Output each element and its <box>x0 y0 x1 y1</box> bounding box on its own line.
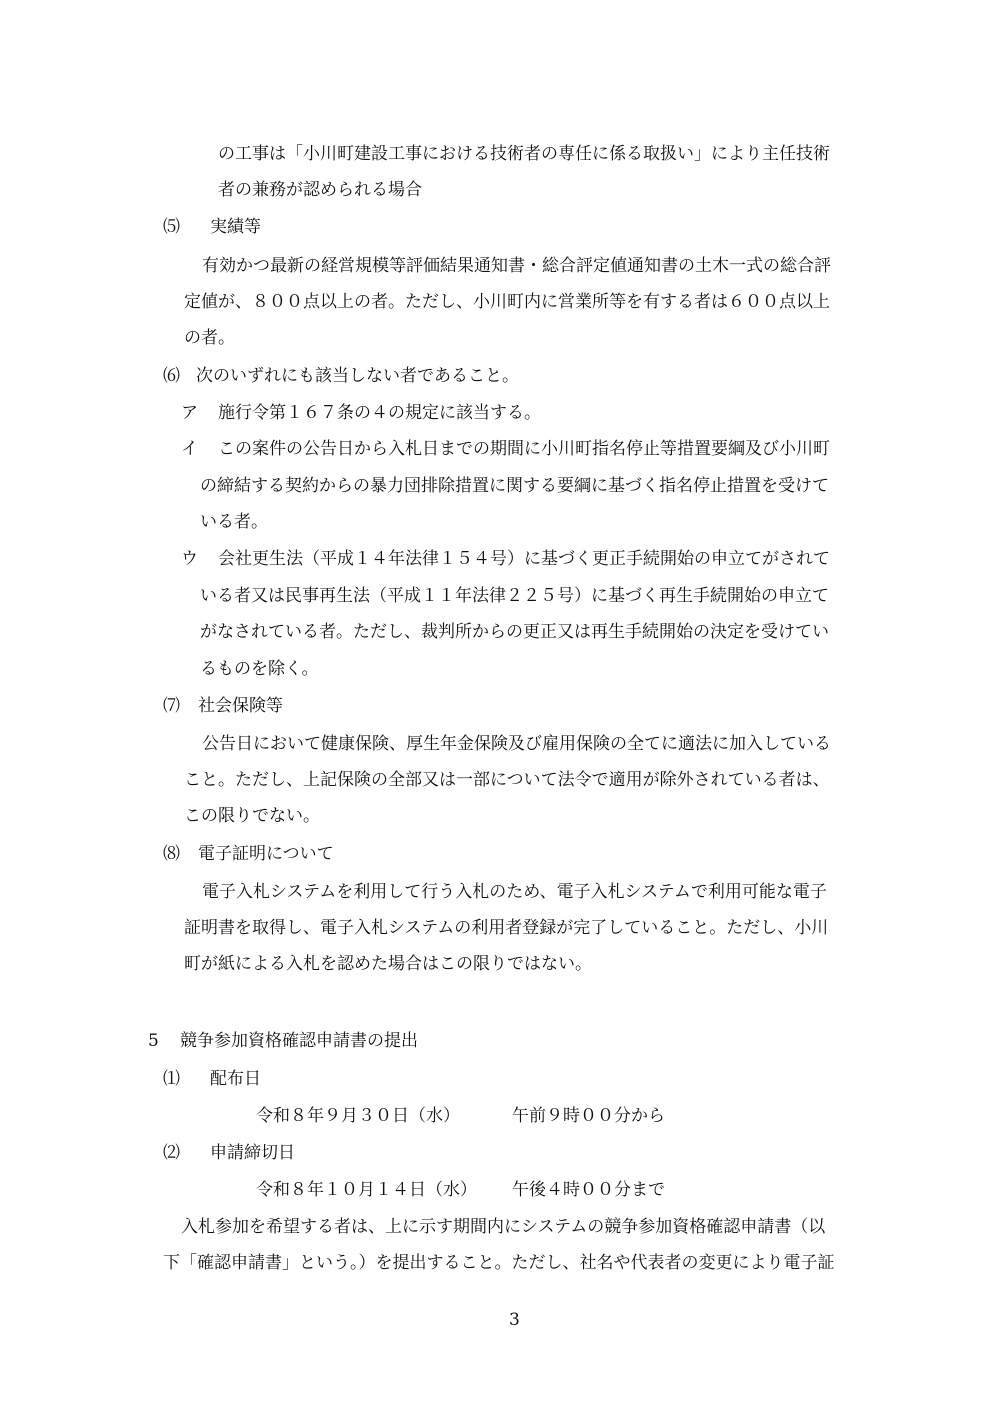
item-line: るものを除く。 <box>200 659 319 679</box>
paragraph-line: 町が紙による入札を認めた場合はこの限りではない。 <box>184 954 592 974</box>
continuation-line: 者の兼務が認められる場合 <box>218 180 422 200</box>
section-title: 実績等 <box>210 217 261 237</box>
item-marker: ウ <box>181 549 198 569</box>
section-number: ⑵ <box>163 1143 180 1163</box>
time-value: 午前９時００分から <box>512 1106 665 1126</box>
section-heading: 競争参加資格確認申請書の提出 <box>180 1031 418 1051</box>
paragraph-line: この限りでない。 <box>184 806 320 826</box>
section-title: 社会保険等 <box>198 696 283 716</box>
paragraph-line: 定値が、８００点以上の者。ただし、小川町内に営業所等を有する者は６００点以上 <box>184 292 830 312</box>
heading-number: 5 <box>148 1031 159 1051</box>
section-number: ⑹ <box>163 366 180 386</box>
section-number: ⑴ <box>163 1069 180 1089</box>
paragraph-line: 下「確認申請書」という。）を提出すること。ただし、社名や代表者の変更により電子証 <box>163 1253 835 1273</box>
item-marker: ア <box>181 403 198 423</box>
section-title: 申請締切日 <box>210 1143 295 1163</box>
paragraph-line: の者。 <box>184 328 235 348</box>
paragraph-line: 有効かつ最新の経営規模等評価結果通知書・総合評定値通知書の土木一式の総合評 <box>202 256 831 276</box>
item-line: の締結する契約からの暴力団排除措置に関する要綱に基づく指名停止措置を受けて <box>200 476 829 496</box>
date-value: 令和８年１０月１４日（水） <box>256 1180 477 1200</box>
continuation-line: の工事は「小川町建設工事における技術者の専任に係る取扱い」により主任技術 <box>218 144 830 164</box>
item-line: いる者。 <box>200 512 268 532</box>
section-title: 次のいずれにも該当しない者であること。 <box>196 366 519 386</box>
paragraph-line: 公告日において健康保険、厚生年金保険及び雇用保険の全てに適法に加入している <box>202 734 831 754</box>
page-number: 3 <box>509 1310 520 1330</box>
item-line: がなされている者。ただし、裁判所からの更正又は再生手続開始の決定を受けてい <box>200 622 829 642</box>
item-line: 施行令第１６７条の４の規定に該当する。 <box>218 403 541 423</box>
paragraph-line: 入札参加を希望する者は、上に示す期間内にシステムの競争参加資格確認申請書（以 <box>181 1217 826 1237</box>
item-line: いる者又は民事再生法（平成１１年法律２２５号）に基づく再生手続開始の申立て <box>200 586 829 606</box>
section-number: ⑻ <box>163 844 180 864</box>
section-number: ⑸ <box>163 217 180 237</box>
paragraph-line: 電子入札システムを利用して行う入札のため、電子入札システムで利用可能な電子 <box>202 882 827 902</box>
section-number: ⑺ <box>163 696 180 716</box>
paragraph-line: 証明書を取得し、電子入札システムの利用者登録が完了していること。ただし、小川 <box>184 918 829 938</box>
item-marker: イ <box>181 439 198 459</box>
paragraph-line: こと。ただし、上記保険の全部又は一部について法令で適用が除外されている者は、 <box>184 770 830 790</box>
item-line: この案件の公告日から入札日までの期間に小川町指名停止等措置要綱及び小川町 <box>218 439 830 459</box>
section-title: 配布日 <box>210 1069 261 1089</box>
item-line: 会社更生法（平成１４年法律１５４号）に基づく更正手続開始の申立てがされて <box>218 549 830 569</box>
date-value: 令和８年９月３０日（水） <box>256 1106 460 1126</box>
time-value: 午後４時００分まで <box>512 1180 665 1200</box>
section-title: 電子証明について <box>198 844 334 864</box>
